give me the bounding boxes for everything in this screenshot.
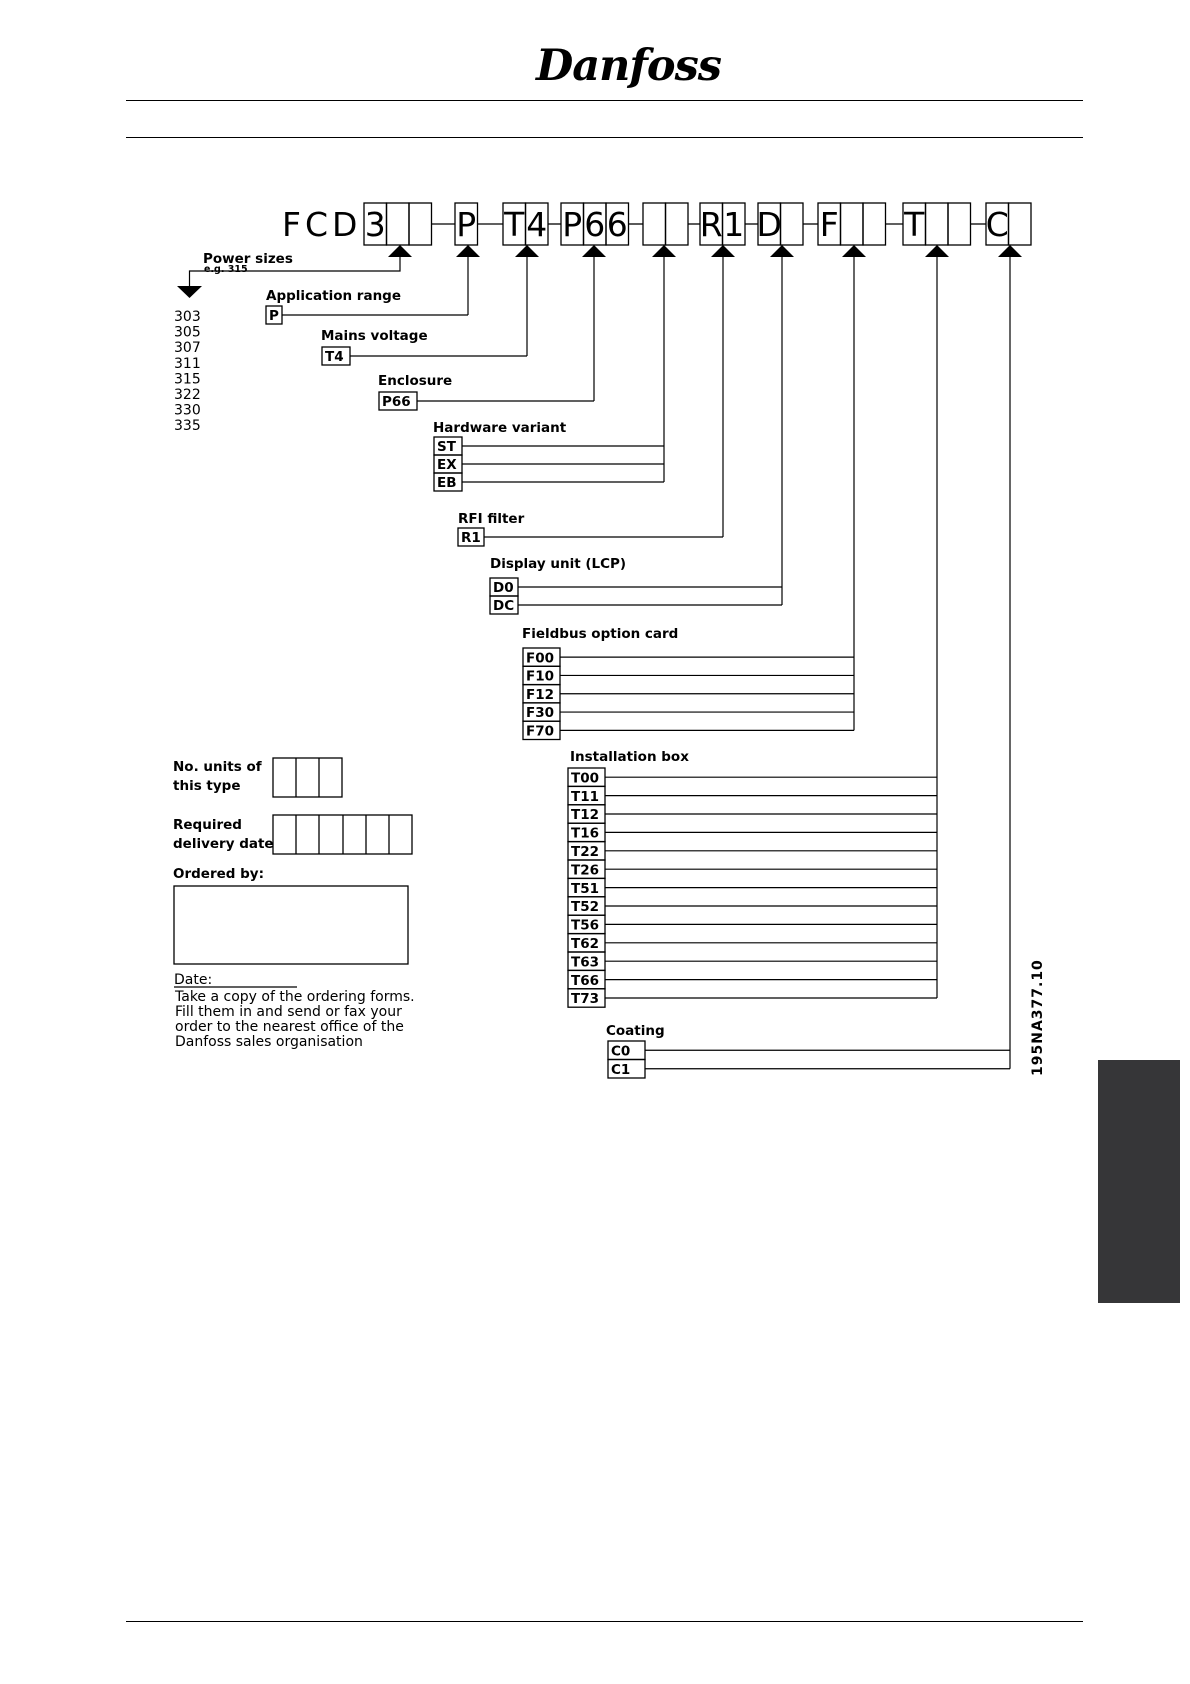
power-size-value: 315 <box>174 371 201 388</box>
option-group-fieldbus <box>522 626 678 740</box>
option-code: DC <box>493 598 515 614</box>
units-label-line2: this type <box>173 778 241 794</box>
power-sizes-label: Power sizes <box>203 251 293 267</box>
option-code: T73 <box>571 991 599 1008</box>
instructions-line-1: Take a copy of the ordering forms. <box>175 989 415 1005</box>
code-cell-text: 6 <box>584 205 606 244</box>
option-group-hardware <box>433 420 567 491</box>
code-cell-text: R <box>699 205 723 244</box>
pointer-arrow-icon <box>711 245 735 257</box>
option-group-application <box>266 288 401 324</box>
instructions-line-3: order to the nearest office of the <box>175 1019 404 1035</box>
units-label-line1: No. units of <box>173 759 262 775</box>
option-code: T22 <box>571 844 599 860</box>
code-cell-text: F <box>819 205 839 244</box>
pointer-arrow-icon <box>582 245 606 257</box>
option-group-label: Hardware variant <box>433 420 567 436</box>
code-cell-text: 3 <box>364 205 386 244</box>
option-group-mains <box>321 328 428 365</box>
option-code: ST <box>437 439 456 455</box>
code-cell-box[interactable] <box>409 203 432 245</box>
power-size-value: 305 <box>174 324 201 341</box>
ordering-code-row <box>282 205 361 244</box>
code-cell-box[interactable] <box>781 203 804 245</box>
code-prefix: FCD <box>282 205 362 244</box>
code-group-power[interactable] <box>364 203 432 245</box>
date-label: Date: <box>174 972 213 988</box>
power-sizes-example: e.g. 315 <box>204 264 248 275</box>
delivery-date-input-boxes[interactable] <box>273 815 412 854</box>
option-group-label: Installation box <box>570 749 689 765</box>
option-group-label: Display unit (LCP) <box>490 556 627 572</box>
code-cell-box[interactable] <box>948 203 971 245</box>
code-cell-box[interactable] <box>841 203 864 245</box>
option-group-label: Coating <box>606 1023 665 1039</box>
option-code: D0 <box>493 580 514 596</box>
drawing-id: 195NA377.10 <box>1030 959 1046 1076</box>
power-size-value: 307 <box>174 340 201 357</box>
order-form <box>173 758 415 1050</box>
option-code: C1 <box>611 1062 631 1078</box>
ordered-by-box[interactable] <box>174 886 408 964</box>
code-group-installation[interactable] <box>903 203 971 245</box>
option-code: T52 <box>571 899 599 916</box>
code-cell-box[interactable] <box>1009 203 1032 245</box>
pointer-arrow-icon <box>652 245 676 257</box>
option-code: C0 <box>611 1043 631 1060</box>
code-group-enclosure[interactable] <box>561 203 629 245</box>
code-cell-text: P <box>562 205 583 244</box>
instructions-line-2: Fill them in and send or fax your <box>175 1004 402 1020</box>
code-group-application[interactable] <box>455 203 478 245</box>
power-size-value: 311 <box>174 355 201 372</box>
option-code: P66 <box>382 394 411 410</box>
option-group-rfi <box>458 511 525 546</box>
units-input-boxes[interactable] <box>273 758 342 797</box>
option-code: F12 <box>526 686 555 703</box>
option-code: T11 <box>571 788 599 805</box>
delivery-label-line1: Required <box>173 817 242 833</box>
code-cell-text: 4 <box>526 205 548 244</box>
option-group-label: RFI filter <box>458 511 525 527</box>
power-sizes-list <box>174 309 201 434</box>
option-code: T63 <box>571 954 599 971</box>
code-group-fieldbus[interactable] <box>818 203 886 245</box>
option-code: F70 <box>526 723 555 740</box>
code-group-hardware[interactable] <box>643 203 688 245</box>
code-group-coating[interactable] <box>986 203 1031 245</box>
power-sizes-group <box>174 251 293 434</box>
pointer-arrows <box>388 245 1022 257</box>
option-group-label: Fieldbus option card <box>522 626 679 642</box>
delivery-label-line2: delivery date <box>173 836 274 852</box>
option-group-enclosure <box>378 373 452 410</box>
code-cell-box[interactable] <box>926 203 949 245</box>
option-code: T51 <box>571 880 599 897</box>
option-code: T56 <box>571 917 599 934</box>
option-group-label: Application range <box>266 288 402 304</box>
code-cell-box[interactable] <box>666 203 689 245</box>
power-size-value: 330 <box>174 402 201 419</box>
code-cell-text: D <box>756 205 782 244</box>
code-group-display[interactable] <box>757 203 803 245</box>
power-sizes-arrow-icon <box>388 245 412 257</box>
code-cell-box[interactable] <box>643 203 666 245</box>
pointer-arrow-icon <box>925 245 949 257</box>
code-cell-text: T <box>504 205 525 244</box>
option-code: T12 <box>571 807 599 824</box>
option-code: F00 <box>526 650 555 667</box>
option-code: T16 <box>571 825 599 842</box>
power-size-value: 322 <box>174 387 201 403</box>
brand-wordmark: Danfoss <box>536 41 722 91</box>
ordered-by-label: Ordered by: <box>173 866 264 882</box>
pointer-arrow-icon <box>842 245 866 257</box>
option-group-installation <box>568 749 689 1007</box>
pointer-arrow-icon <box>998 245 1022 257</box>
option-code: T00 <box>571 770 599 787</box>
pointer-arrow-icon <box>770 245 794 257</box>
option-code: T26 <box>571 862 599 879</box>
power-size-value: 303 <box>174 309 201 325</box>
option-code: T66 <box>571 972 599 989</box>
code-cell-box[interactable] <box>387 203 410 245</box>
pointer-arrow-icon <box>515 245 539 257</box>
option-code: T4 <box>325 349 344 365</box>
option-code: EB <box>437 475 457 491</box>
option-code: T62 <box>571 936 599 952</box>
power-size-value: 335 <box>174 418 201 435</box>
power-sizes-down-arrow-icon <box>177 286 202 298</box>
option-group-label: Mains voltage <box>321 328 428 344</box>
option-code: EX <box>437 457 457 473</box>
code-group-mains[interactable] <box>503 203 548 245</box>
code-group-rfi[interactable] <box>700 203 745 245</box>
code-cell-text: 6 <box>606 205 628 244</box>
option-group-label: Enclosure <box>378 373 453 389</box>
option-code: P <box>269 308 279 324</box>
code-cell-text: P <box>456 205 477 244</box>
option-code: F30 <box>526 705 555 722</box>
option-code: R1 <box>461 530 481 546</box>
pointer-arrow-icon <box>456 245 480 257</box>
code-cell-text: 1 <box>723 205 745 244</box>
instructions-line-4: Danfoss sales organisation <box>175 1034 363 1050</box>
option-code: F10 <box>526 668 555 685</box>
code-cell-box[interactable] <box>863 203 886 245</box>
code-cell-text: C <box>985 205 1009 244</box>
option-groups <box>266 288 689 1078</box>
connector-lines <box>190 224 1011 1069</box>
code-cell-text: T <box>904 205 925 244</box>
